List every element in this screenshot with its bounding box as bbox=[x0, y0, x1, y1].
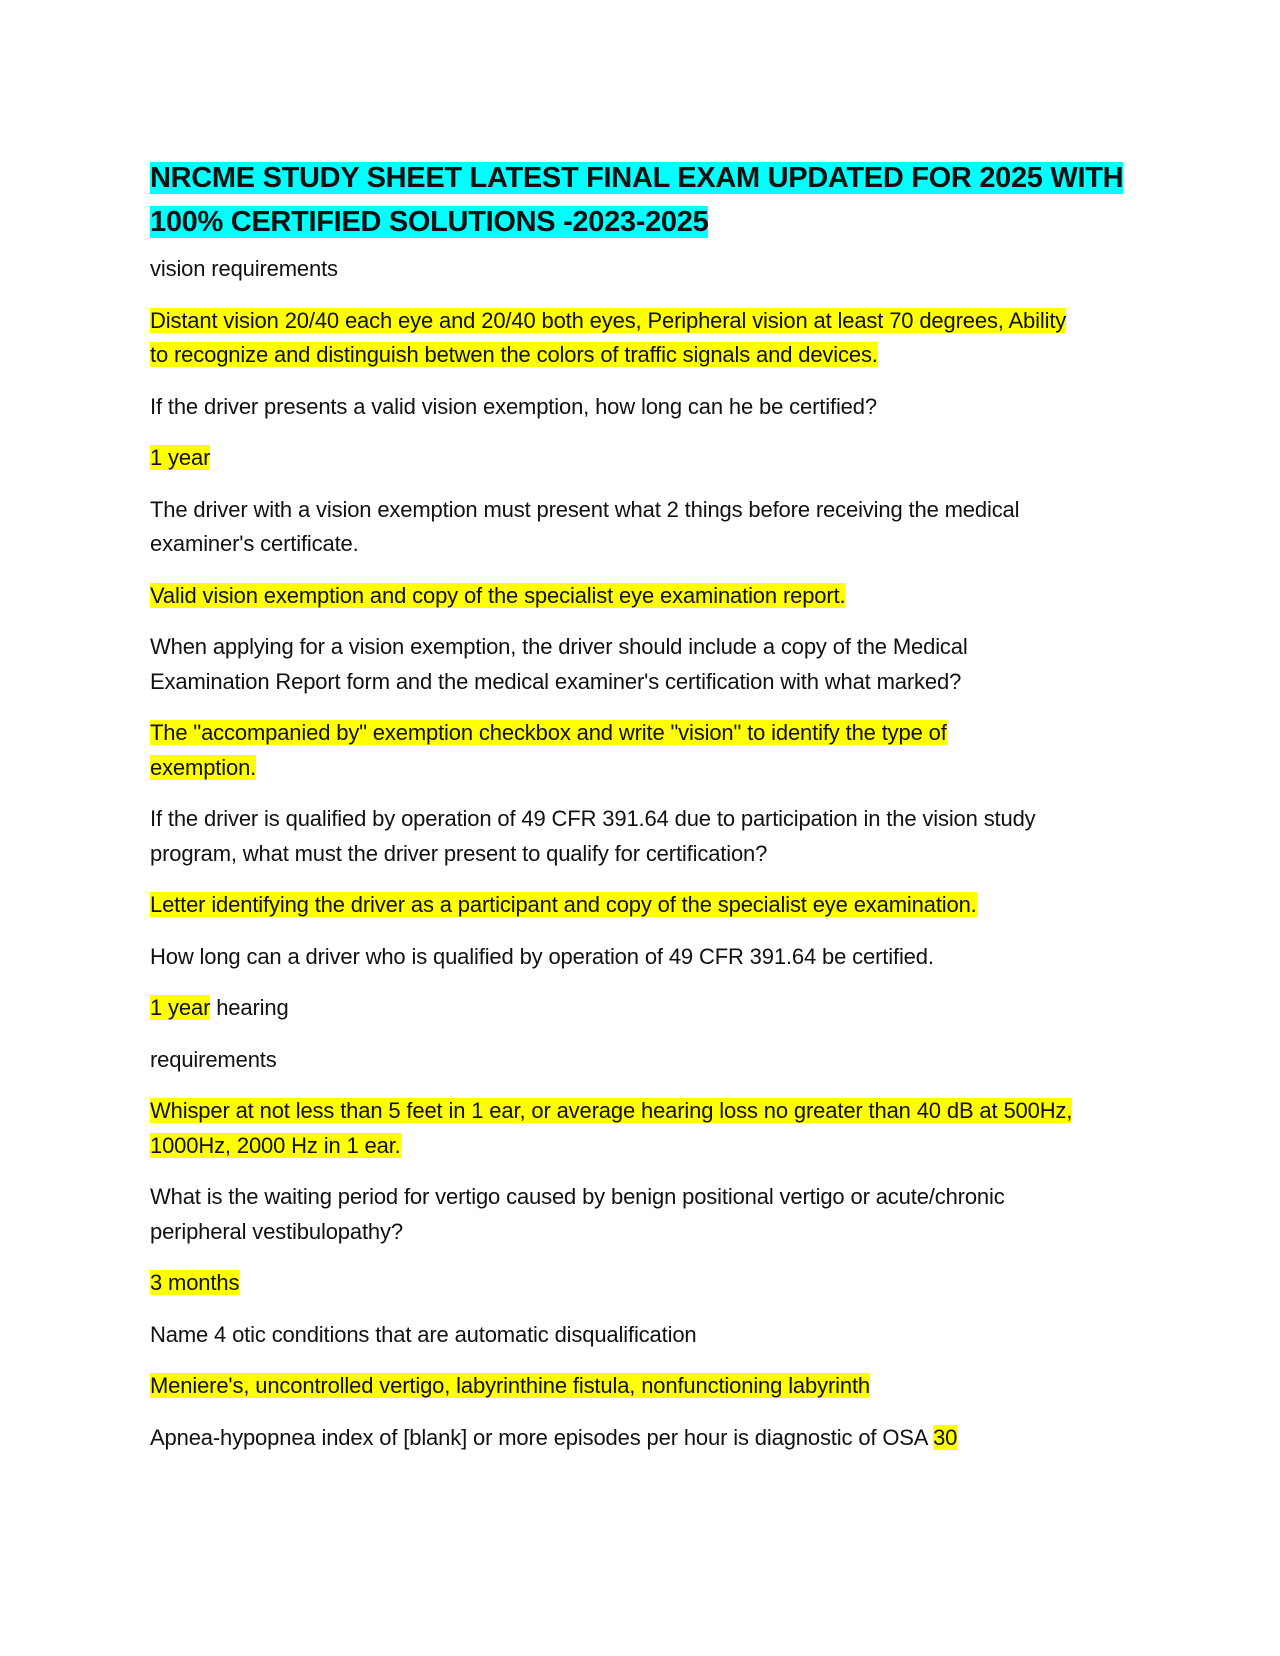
answer-text: Letter identifying the driver as a participant and copy of the specialist eye examination. bbox=[150, 892, 977, 917]
answer-otic-disqualification bbox=[150, 1369, 1130, 1404]
question-vision-requirements bbox=[150, 252, 1130, 287]
question-text: If the driver presents a valid vision exemption, how long can he be certified? bbox=[150, 393, 877, 419]
question-text: When applying for a vision exemption, the driver should include a copy of the Medical bbox=[150, 634, 968, 659]
question-text: Apnea-hypopnea index of [blank] or more episodes per hour is diagnostic of OSA bbox=[150, 1424, 934, 1450]
answer-text: 3 months bbox=[150, 1270, 240, 1295]
question-otic-disqualification bbox=[150, 1318, 1130, 1353]
answer-391-64-duration bbox=[150, 991, 1130, 1026]
document-page bbox=[150, 156, 1130, 1455]
question-vision-exemption-documents bbox=[150, 493, 1130, 562]
answer-vertigo-waiting-period bbox=[150, 1266, 1130, 1301]
title-line-2: 100% CERTIFIED SOLUTIONS -2023-2025 bbox=[150, 206, 709, 238]
question-vision-exemption-duration bbox=[150, 390, 1130, 425]
question-text: requirements bbox=[150, 1046, 277, 1072]
answer-hearing-requirements bbox=[150, 1094, 1130, 1163]
question-hearing-requirements bbox=[150, 1043, 1130, 1078]
question-text: The driver with a vision exemption must present what 2 things before receiving the medical bbox=[150, 496, 1020, 522]
answer-text: Meniere's, uncontrolled vertigo, labyrinthine fistula, nonfunctioning labyrinth bbox=[150, 1373, 870, 1398]
answer-text: Valid vision exemption and copy of the specialist eye examination report. bbox=[150, 582, 846, 608]
question-391-64-duration bbox=[150, 940, 1130, 975]
answer-text: exemption. bbox=[150, 754, 257, 780]
question-text: Name 4 otic conditions that are automatic disqualification bbox=[150, 1321, 697, 1347]
question-text: hearing bbox=[210, 995, 289, 1020]
question-text: examiner's certificate. bbox=[150, 531, 359, 556]
answer-text: 1 year bbox=[150, 445, 211, 470]
question-text: If the driver is qualified by operation of 49 CFR 391.64 due to participation in the vision study bbox=[150, 806, 1036, 831]
answer-vision-requirements bbox=[150, 304, 1130, 373]
answer-vision-exemption-duration bbox=[150, 441, 1130, 476]
answer-text: 1 year bbox=[150, 995, 211, 1020]
question-text: peripheral vestibulopathy? bbox=[150, 1218, 403, 1244]
title-line-1: NRCME STUDY SHEET LATEST FINAL EXAM UPDATED FOR 2025 WITH bbox=[150, 162, 1124, 194]
answer-text: The "accompanied by" exemption checkbox and write "vision" to identify the type of bbox=[150, 720, 947, 745]
question-vertigo-waiting-period bbox=[150, 1180, 1130, 1249]
answer-vision-study-program bbox=[150, 888, 1130, 923]
question-text: How long can a driver who is qualified by operation of 49 CFR 391.64 be certified. bbox=[150, 943, 934, 969]
question-text: Examination Report form and the medical examiner's certification with what marked? bbox=[150, 668, 962, 694]
answer-text: 30 bbox=[933, 1424, 958, 1450]
question-vision-study-program bbox=[150, 802, 1130, 871]
answer-text: 1000Hz, 2000 Hz in 1 ear. bbox=[150, 1132, 401, 1158]
document-title bbox=[150, 156, 1130, 244]
question-text: vision requirements bbox=[150, 256, 338, 281]
answer-text: Whisper at not less than 5 feet in 1 ear, or average hearing loss no greater than 40 dB at 500Hz, bbox=[150, 1098, 1073, 1123]
answer-text: Distant vision 20/40 each eye and 20/40 both eyes, Peripheral vision at least 70 degrees, Ability bbox=[150, 307, 1067, 333]
question-text: What is the waiting period for vertigo caused by benign positional vertigo or acute/chronic bbox=[150, 1184, 1005, 1209]
answer-text: to recognize and distinguish betwen the colors of traffic signals and devices. bbox=[150, 342, 878, 367]
question-exemption-form-marking bbox=[150, 630, 1130, 699]
question-apnea-hypopnea-index bbox=[150, 1421, 1130, 1456]
answer-exemption-form-marking bbox=[150, 716, 1130, 785]
question-text: program, what must the driver present to qualify for certification? bbox=[150, 840, 768, 866]
answer-vision-exemption-documents bbox=[150, 579, 1130, 614]
